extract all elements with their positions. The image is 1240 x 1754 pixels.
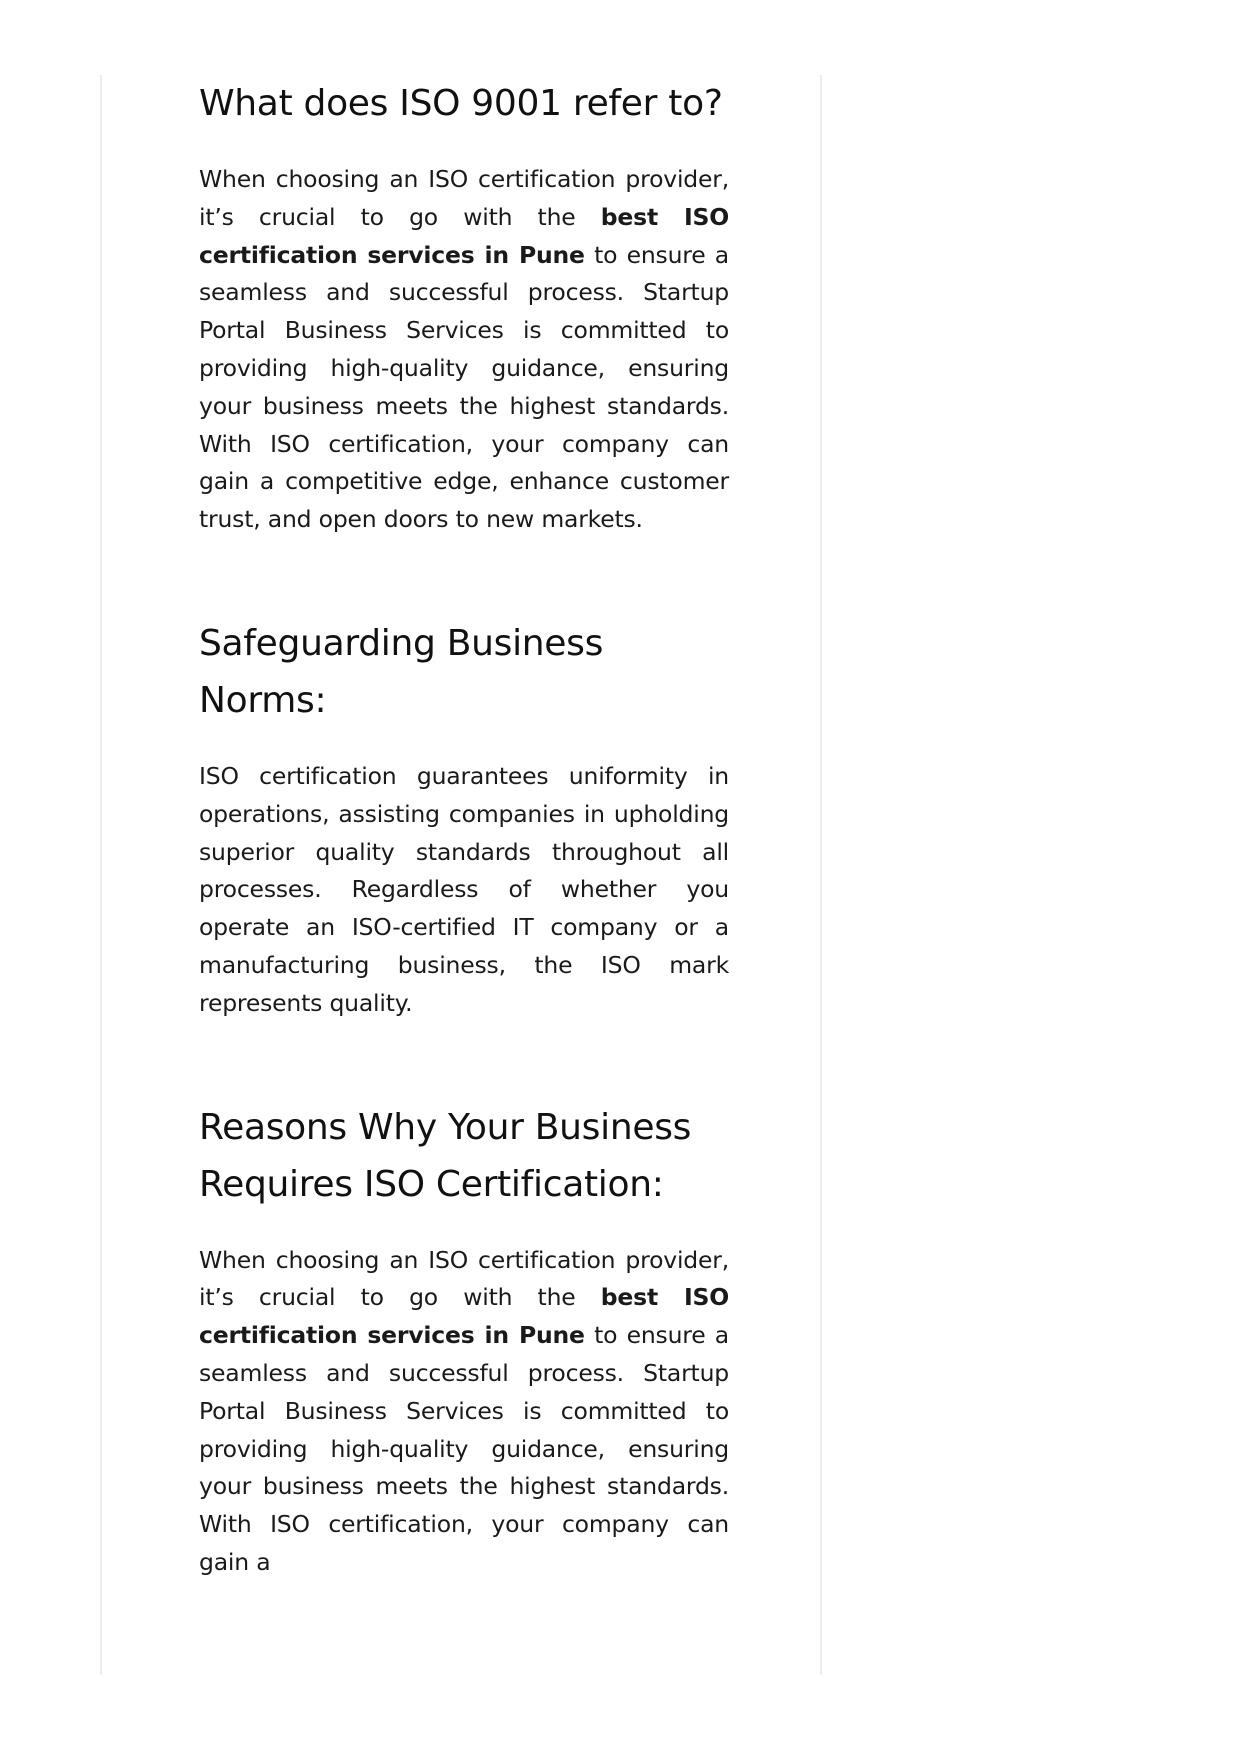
section-heading: What does ISO 9001 refer to? — [199, 83, 723, 124]
section-paragraph — [199, 1242, 729, 1582]
section-paragraph — [199, 161, 729, 539]
section-iso-9001 — [199, 75, 729, 539]
section-reasons — [199, 1099, 729, 1582]
paragraph-text: When choosing an ISO certification provider, it’s crucial to go with the — [199, 1245, 729, 1312]
section-heading: Safeguarding Business Norms: — [199, 622, 604, 721]
bold-keyword: best ISO certification services in Pune — [199, 1283, 729, 1350]
paragraph-text: to ensure a seamless and successful process. Startup Portal Business Services is committed to providing high-quality guidance, ensuring your business meets the highest standards. With ISO certification, your company can gain a competitive edge, enhance customer trust, and open doors to new markets. — [199, 240, 729, 534]
paragraph-text: to ensure a seamless and successful process. Startup Portal Business Services is committed to providing high-quality guidance, ensuring your business meets the highest standards. With ISO certification, your company can gain a — [199, 1321, 729, 1576]
section-safeguarding-norms — [199, 615, 729, 1023]
article-content — [199, 75, 729, 1582]
bold-keyword: best ISO certification services in Pune — [199, 202, 729, 269]
section-heading: Reasons Why Your Business Requires ISO Certification: — [199, 1106, 692, 1205]
section-paragraph: ISO certification guarantees uniformity in operations, assisting companies in upholding superior quality standards throughout all processes. Regardless of whether you operate an ISO-certified IT company or a manufacturing business, the ISO mark represents quality. — [199, 761, 729, 1017]
article-column — [100, 75, 822, 1675]
paragraph-text: When choosing an ISO certification provider, it’s crucial to go with the — [199, 165, 729, 231]
